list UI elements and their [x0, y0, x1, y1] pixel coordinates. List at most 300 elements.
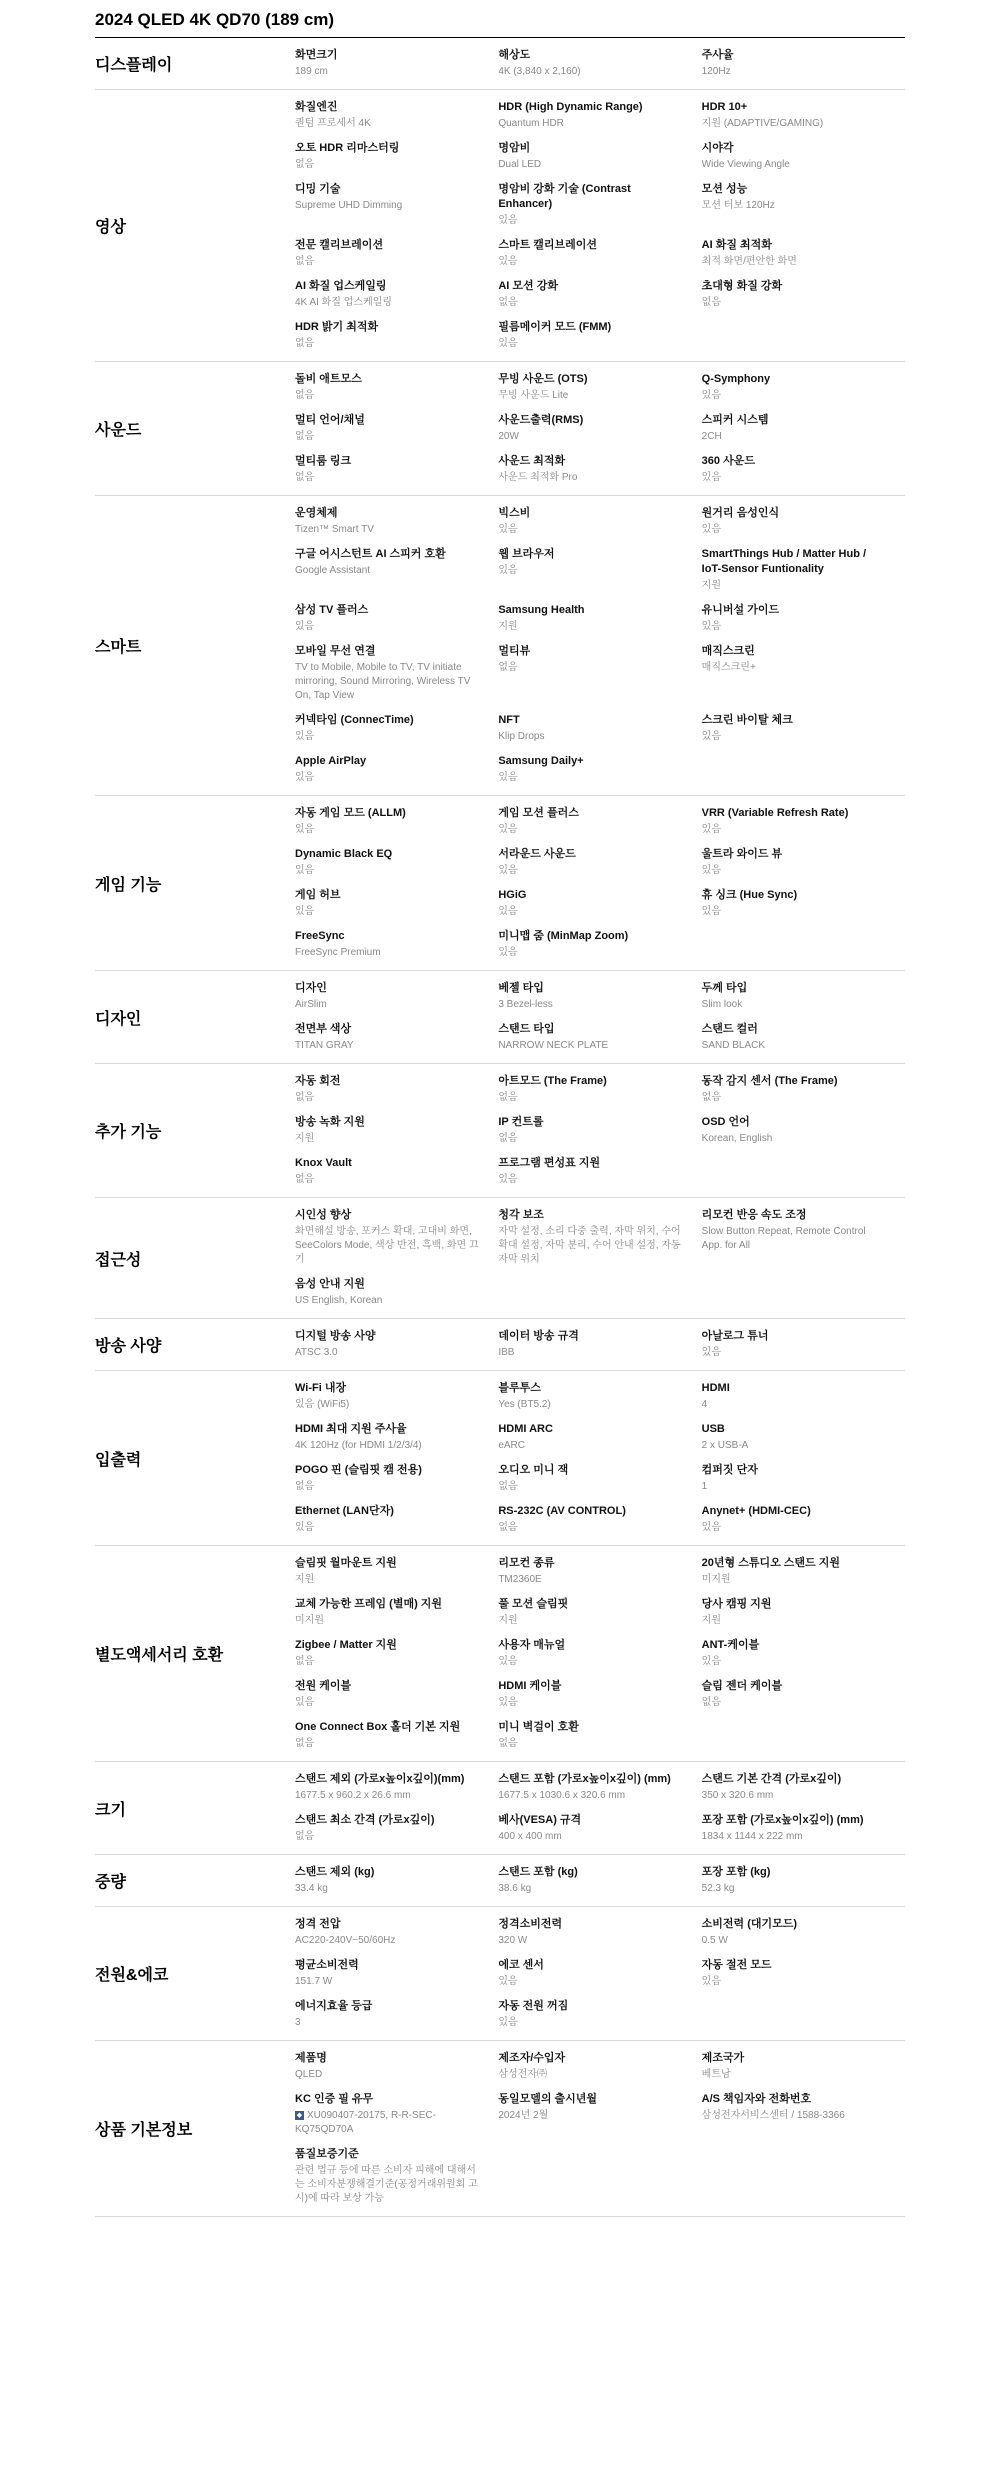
spec-section — [95, 362, 905, 496]
spec-label: 디밍 기술 — [295, 183, 341, 195]
spec-value: 지원 — [498, 1615, 518, 1626]
spec-item — [295, 929, 498, 960]
spec-label: 명암비 — [498, 142, 531, 154]
spec-label: 동작 감지 센서 (The Frame) — [701, 1075, 838, 1087]
spec-value: 지원 — [498, 621, 518, 632]
spec-section — [95, 1762, 905, 1855]
spec-value: IBB — [498, 1347, 515, 1358]
spec-label: 울트라 와이드 뷰 — [701, 848, 783, 860]
spec-section — [95, 90, 905, 362]
section-title: 접근성 — [95, 1251, 142, 1269]
spec-label: 에너지효율 등급 — [295, 2000, 373, 2012]
spec-item — [498, 1865, 701, 1896]
spec-label: A/S 책임자와 전화번호 — [701, 2093, 812, 2105]
spec-item — [702, 1074, 905, 1105]
spec-item — [295, 806, 498, 837]
spec-value: TM2360E — [498, 1574, 542, 1585]
spec-label: 제조국가 — [701, 2052, 745, 2064]
spec-item — [295, 1422, 498, 1453]
spec-item — [498, 320, 701, 351]
spec-label: 게임 허브 — [295, 889, 341, 901]
spec-grid — [295, 1556, 905, 1751]
section-title: 별도액세서리 호환 — [95, 1647, 224, 1664]
section-title: 추가 기능 — [95, 1124, 162, 1141]
spec-grid — [295, 372, 905, 485]
spec-value: 있음 — [295, 772, 315, 783]
spec-item — [498, 2092, 701, 2137]
spec-label: 멀티뷰 — [498, 645, 531, 657]
spec-label: 방송 녹화 지원 — [295, 1116, 365, 1128]
spec-section — [95, 38, 905, 90]
spec-grid — [295, 1865, 905, 1896]
spec-label: 동일모델의 출시년월 — [498, 2093, 598, 2105]
spec-value: 없음 — [498, 1481, 518, 1492]
spec-item — [295, 1074, 498, 1105]
spec-value: 있음 — [701, 621, 721, 632]
spec-item — [702, 888, 905, 919]
spec-label: HDMI ARC — [498, 1423, 553, 1435]
spec-label: 정격 전압 — [295, 1918, 341, 1930]
spec-label: AI 화질 최적화 — [701, 239, 772, 251]
spec-value: 있음 — [498, 1976, 518, 1987]
spec-value: 있음 — [295, 865, 315, 876]
spec-value: 없음 — [295, 338, 315, 349]
spec-item — [702, 372, 905, 403]
spec-item — [498, 1679, 701, 1710]
spec-value: QLED — [295, 2069, 323, 2080]
spec-label: 리모컨 반응 속도 조정 — [701, 1209, 807, 1221]
spec-item — [295, 2051, 498, 2082]
spec-value: TV to Mobile, Mobile to TV, TV initiate mirroring, Sound Mirroring, Wireless TV On, Tap View — [295, 662, 471, 701]
spec-item — [498, 1556, 701, 1587]
spec-label: 스탠드 타입 — [498, 1023, 555, 1035]
spec-item — [498, 1208, 701, 1267]
spec-label: 게임 모션 플러스 — [498, 807, 579, 819]
spec-label: 스탠드 포함 (kg) — [498, 1866, 578, 1878]
spec-item — [702, 713, 905, 744]
kc-mark-icon: ◆ — [296, 2111, 303, 2119]
spec-grid — [295, 506, 905, 785]
spec-label: OSD 언어 — [701, 1116, 750, 1128]
spec-item — [702, 603, 905, 634]
spec-label: 운영체제 — [295, 507, 338, 519]
spec-label: ANT-케이블 — [701, 1639, 760, 1651]
spec-item — [295, 1556, 498, 1587]
spec-value: 베트남 — [701, 2069, 731, 2080]
spec-item — [498, 238, 701, 269]
section-title: 크기 — [95, 1801, 126, 1819]
spec-value: 있음 — [701, 865, 721, 876]
spec-item — [702, 1679, 905, 1710]
spec-value: Yes (BT5.2) — [498, 1399, 551, 1410]
spec-label: 자동 게임 모드 (ALLM) — [295, 807, 406, 819]
spec-item — [498, 1720, 701, 1751]
spec-grid — [295, 1329, 905, 1360]
spec-item — [498, 929, 701, 960]
spec-value: 2CH — [701, 431, 722, 442]
spec-item — [295, 1638, 498, 1669]
spec-label: 구글 어시스턴트 AI 스피커 호환 — [295, 548, 446, 560]
spec-value: 있음 — [498, 947, 518, 958]
spec-item — [498, 100, 701, 131]
spec-label: 시인성 향상 — [295, 1209, 352, 1221]
spec-item — [295, 1329, 498, 1360]
spec-value: Wide Viewing Angle — [701, 159, 790, 170]
spec-label: 화질엔진 — [295, 101, 338, 113]
spec-value: 있음 — [498, 906, 518, 917]
spec-label: 360 사운드 — [701, 455, 755, 467]
spec-value: 1834 x 1144 x 222 mm — [701, 1831, 803, 1842]
spec-value: 38.6 kg — [498, 1883, 532, 1894]
spec-label: 스크린 바이탈 체크 — [701, 714, 793, 726]
spec-value: NARROW NECK PLATE — [498, 1040, 609, 1051]
spec-label: POGO 핀 (슬림핏 캠 전용) — [295, 1464, 422, 1476]
spec-item — [295, 644, 498, 703]
spec-value: 지원 — [701, 1615, 721, 1626]
spec-value: 350 x 320.6 mm — [701, 1790, 774, 1801]
spec-value: 있음 — [295, 621, 315, 632]
spec-label: 슬림 젠더 케이블 — [701, 1680, 783, 1692]
spec-value: 삼성전자㈜ — [498, 2069, 547, 2080]
spec-value: 없음 — [498, 1092, 518, 1103]
spec-label: 베사(VESA) 규격 — [498, 1814, 582, 1826]
spec-item — [295, 506, 498, 537]
spec-item — [498, 2051, 701, 2082]
spec-value: 있음 — [498, 1656, 518, 1667]
spec-item — [295, 454, 498, 485]
spec-item — [702, 1638, 905, 1669]
spec-label: 매직스크린 — [701, 645, 755, 657]
spec-label: 리모컨 종류 — [498, 1557, 555, 1569]
spec-value: 화면해설 방송, 포커스 확대, 고대비 화면, SeeColors Mode, 색상 반전, 흑백, 화면 끄기 — [295, 1226, 479, 1265]
spec-item — [295, 1597, 498, 1628]
section-title: 디스플레이 — [95, 57, 173, 74]
spec-item — [702, 506, 905, 537]
spec-item — [498, 1381, 701, 1412]
spec-label: 필름메이커 모드 (FMM) — [498, 321, 612, 333]
spec-label: Zigbee / Matter 지원 — [295, 1639, 397, 1651]
spec-item — [498, 48, 701, 79]
spec-value: 33.4 kg — [295, 1883, 328, 1894]
spec-item — [498, 1156, 701, 1187]
spec-value: US English, Korean — [295, 1295, 383, 1306]
spec-value: 2024년 2월 — [498, 2110, 549, 2121]
spec-label: 주사율 — [701, 49, 734, 61]
spec-item — [295, 48, 498, 79]
spec-label: 스마트 캘리브레이션 — [498, 239, 598, 251]
spec-item — [295, 141, 498, 172]
spec-label: 데이터 방송 규격 — [498, 1330, 579, 1342]
spec-item — [295, 2092, 498, 2137]
spec-value: 52.3 kg — [701, 1883, 735, 1894]
spec-label: Samsung Health — [498, 604, 585, 616]
spec-label: 해상도 — [498, 49, 531, 61]
spec-section — [95, 1319, 905, 1371]
spec-item — [702, 238, 905, 269]
spec-value: 있음 — [498, 865, 518, 876]
spec-item — [295, 754, 498, 785]
spec-label: 풀 모션 슬림핏 — [498, 1598, 569, 1610]
spec-item — [702, 454, 905, 485]
spec-value: 지원 — [295, 1133, 315, 1144]
spec-item — [498, 413, 701, 444]
spec-value: 있음 — [498, 824, 518, 835]
spec-section — [95, 2041, 905, 2217]
spec-item — [702, 1813, 905, 1844]
spec-label: 웹 브라우저 — [498, 548, 555, 560]
spec-label: 스피커 시스템 — [701, 414, 769, 426]
spec-label: 소비전력 (대기모드) — [701, 1918, 798, 1930]
spec-label: Dynamic Black EQ — [295, 848, 393, 860]
spec-label: 삼성 TV 플러스 — [295, 604, 369, 616]
spec-value: 2 x USB-A — [701, 1440, 749, 1451]
spec-label: 슬림핏 월마운트 지원 — [295, 1557, 397, 1569]
spec-item — [498, 1022, 701, 1053]
spec-item — [498, 1638, 701, 1669]
spec-label: 원거리 음성인식 — [701, 507, 780, 519]
spec-grid — [295, 806, 905, 960]
spec-value: Tizen™ Smart TV — [295, 524, 374, 535]
spec-item — [295, 547, 498, 593]
spec-item — [295, 413, 498, 444]
spec-label: 스탠드 제외 (kg) — [295, 1866, 375, 1878]
spec-item — [702, 1917, 905, 1948]
spec-value: 3 Bezel-less — [498, 999, 553, 1010]
spec-grid — [295, 100, 905, 351]
spec-label: 서라운드 사운드 — [498, 848, 576, 860]
spec-item — [295, 1504, 498, 1535]
spec-item — [702, 981, 905, 1012]
spec-value: 있음 — [701, 1347, 721, 1358]
spec-label: 프로그램 편성표 지원 — [498, 1157, 601, 1169]
spec-grid — [295, 2051, 905, 2206]
spec-section — [95, 1855, 905, 1907]
spec-value: 있음 — [295, 1697, 315, 1708]
spec-item — [702, 48, 905, 79]
spec-label: 스탠드 최소 간격 (가로x깊이) — [295, 1814, 435, 1826]
spec-label: HDR 10+ — [701, 101, 748, 113]
spec-item — [702, 1022, 905, 1053]
spec-value: 있음 — [498, 772, 518, 783]
spec-label: 두께 타입 — [701, 982, 748, 994]
spec-value: 있음 — [701, 524, 721, 535]
section-title: 상품 기본정보 — [95, 2122, 193, 2139]
section-title: 중량 — [95, 1874, 126, 1891]
spec-item — [295, 1720, 498, 1751]
spec-label: VRR (Variable Refresh Rate) — [701, 807, 849, 819]
spec-item — [702, 1329, 905, 1360]
spec-item — [498, 1813, 701, 1844]
spec-item — [702, 806, 905, 837]
spec-item — [498, 888, 701, 919]
spec-label: 시야각 — [701, 142, 734, 154]
page-title: 2024 QLED 4K QD70 (189 cm) — [95, 0, 905, 38]
spec-value: Supreme UHD Dimming — [295, 200, 403, 211]
spec-item — [295, 1917, 498, 1948]
spec-section — [95, 971, 905, 1064]
spec-label: 디지털 방송 사양 — [295, 1330, 376, 1342]
spec-label: AI 모션 강화 — [498, 280, 558, 292]
spec-item — [702, 1463, 905, 1494]
spec-label: 20년형 스튜디오 스탠드 지원 — [701, 1557, 840, 1569]
spec-section — [95, 1546, 905, 1762]
spec-value: 없음 — [295, 1831, 315, 1842]
spec-value: 있음 — [701, 1522, 721, 1533]
spec-item — [295, 713, 498, 744]
spec-value: 151.7 W — [295, 1976, 333, 1987]
spec-value: 무빙 사운드 Lite — [498, 390, 569, 401]
spec-label: HDR (High Dynamic Range) — [498, 101, 643, 113]
section-title: 전원&에코 — [95, 1967, 169, 1984]
spec-item — [295, 1156, 498, 1187]
spec-value: 없음 — [295, 256, 315, 267]
spec-label: 베젤 타입 — [498, 982, 544, 994]
spec-item — [498, 644, 701, 703]
spec-label: HDMI 케이블 — [498, 1680, 562, 1692]
spec-label: 모션 성능 — [701, 183, 748, 195]
spec-value: Slow Button Repeat, Remote Control App. for All — [701, 1226, 866, 1251]
spec-value: 0.5 W — [701, 1935, 728, 1946]
spec-value: 지원 (ADAPTIVE/GAMING) — [701, 118, 824, 129]
spec-label: 평균소비전력 — [295, 1959, 359, 1971]
spec-value: 지원 — [295, 1574, 315, 1585]
spec-item — [702, 1504, 905, 1535]
spec-item — [498, 754, 701, 785]
spec-grid — [295, 1381, 905, 1535]
spec-label: 스탠드 포함 (가로x높이x깊이) (mm) — [498, 1773, 671, 1785]
spec-grid — [295, 981, 905, 1053]
spec-item — [702, 2051, 905, 2082]
spec-label: 모바일 무선 연결 — [295, 645, 376, 657]
spec-item — [702, 1772, 905, 1803]
spec-value: Dual LED — [498, 159, 542, 170]
spec-label: 스탠드 제외 (가로x높이x깊이)(mm) — [295, 1773, 465, 1785]
spec-label: AI 화질 업스케일링 — [295, 280, 387, 292]
spec-value: 미지원 — [701, 1574, 731, 1585]
spec-value: eARC — [498, 1440, 526, 1451]
spec-item — [498, 1115, 701, 1146]
spec-value: 있음 — [701, 1976, 721, 1987]
spec-label: 교체 가능한 프레임 (별매) 지원 — [295, 1598, 443, 1610]
spec-value: 있음 — [701, 824, 721, 835]
spec-value: 4K 120Hz (for HDMI 1/2/3/4) — [295, 1440, 422, 1451]
spec-item — [498, 847, 701, 878]
spec-item — [702, 644, 905, 703]
spec-label: 당사 캠핑 지원 — [701, 1598, 772, 1610]
spec-value: 있음 — [701, 1656, 721, 1667]
spec-label: IP 컨트롤 — [498, 1116, 544, 1128]
spec-item — [498, 1422, 701, 1453]
spec-value: 있음 — [498, 215, 518, 226]
spec-label: 화면크기 — [295, 49, 338, 61]
spec-label: 제조자/수입자 — [498, 2052, 566, 2064]
spec-label: HGiG — [498, 889, 527, 901]
spec-item — [702, 1597, 905, 1628]
spec-item — [295, 1772, 498, 1803]
spec-label: USB — [701, 1423, 725, 1435]
spec-value: 있음 — [498, 1697, 518, 1708]
spec-item — [498, 981, 701, 1012]
spec-item — [498, 279, 701, 310]
spec-label: 휴 싱크 (Hue Sync) — [701, 889, 798, 901]
spec-grid — [295, 48, 905, 79]
spec-item — [498, 1999, 701, 2030]
spec-value: 1677.5 x 1030.6 x 320.6 mm — [498, 1790, 626, 1801]
spec-value: 최적 화면/편안한 화면 — [701, 256, 797, 267]
spec-item — [295, 320, 498, 351]
spec-label: 음성 안내 지원 — [295, 1278, 365, 1290]
spec-label: 미니맵 줌 (MinMap Zoom) — [498, 930, 629, 942]
spec-item — [702, 279, 905, 310]
spec-value: 없음 — [701, 1092, 721, 1103]
spec-value: 4K AI 화질 업스케일링 — [295, 297, 393, 308]
spec-item — [295, 1958, 498, 1989]
spec-label: 사운드출력(RMS) — [498, 414, 584, 426]
section-title: 영상 — [95, 219, 126, 236]
spec-value: 없음 — [295, 159, 315, 170]
section-title: 디자인 — [95, 1010, 142, 1028]
spec-value: 3 — [295, 2017, 301, 2028]
spec-item — [295, 981, 498, 1012]
spec-item — [702, 847, 905, 878]
spec-item — [295, 1277, 498, 1308]
spec-label: 무빙 사운드 (OTS) — [498, 373, 588, 385]
spec-label: 오토 HDR 리마스터링 — [295, 142, 400, 154]
spec-item — [498, 603, 701, 634]
spec-value: 189 cm — [295, 66, 328, 77]
spec-label: 초대형 화질 강화 — [701, 280, 783, 292]
spec-section — [95, 1198, 905, 1319]
spec-section — [95, 496, 905, 796]
spec-item — [295, 603, 498, 634]
spec-value: 관련 법규 등에 따른 소비자 피해에 대해서는 소비자분쟁해결기준(공정거래위원회 고시)에 따라 보상 가능 — [295, 2165, 478, 2204]
spec-item — [295, 1999, 498, 2030]
spec-label: 멀티룸 링크 — [295, 455, 352, 467]
spec-value: 모션 터보 120Hz — [701, 200, 775, 211]
spec-item — [498, 506, 701, 537]
spec-item — [295, 279, 498, 310]
spec-value: 120Hz — [701, 66, 731, 77]
spec-item — [295, 372, 498, 403]
spec-label: 멀티 언어/채널 — [295, 414, 365, 426]
spec-item — [498, 182, 701, 228]
spec-grid — [295, 1917, 905, 2030]
spec-label: 디자인 — [295, 982, 327, 994]
spec-value: 4 — [701, 1399, 708, 1410]
spec-item — [702, 2092, 905, 2137]
spec-item — [498, 1463, 701, 1494]
spec-label: Ethernet (LAN단자) — [295, 1505, 394, 1517]
spec-label: 유니버설 가이드 — [701, 604, 780, 616]
section-title: 방송 사양 — [95, 1338, 162, 1355]
spec-item — [702, 182, 905, 228]
spec-item — [498, 1074, 701, 1105]
spec-value: 없음 — [295, 1481, 315, 1492]
spec-label: Knox Vault — [295, 1157, 352, 1169]
spec-value: 있음 — [498, 256, 518, 267]
spec-label: HDR 밝기 최적화 — [295, 321, 379, 333]
spec-value: 있음 — [701, 472, 721, 483]
spec-value: 4K (3,840 x 2,160) — [498, 66, 581, 77]
spec-value: Quantum HDR — [498, 118, 564, 129]
spec-label: Q-Symphony — [701, 373, 771, 385]
spec-value — [295, 2109, 480, 2137]
section-title: 게임 기능 — [95, 876, 162, 894]
spec-label: Wi-Fi 내장 — [295, 1382, 347, 1394]
spec-item — [702, 100, 905, 131]
spec-label: NFT — [498, 714, 520, 726]
spec-label: Samsung Daily+ — [498, 755, 584, 767]
